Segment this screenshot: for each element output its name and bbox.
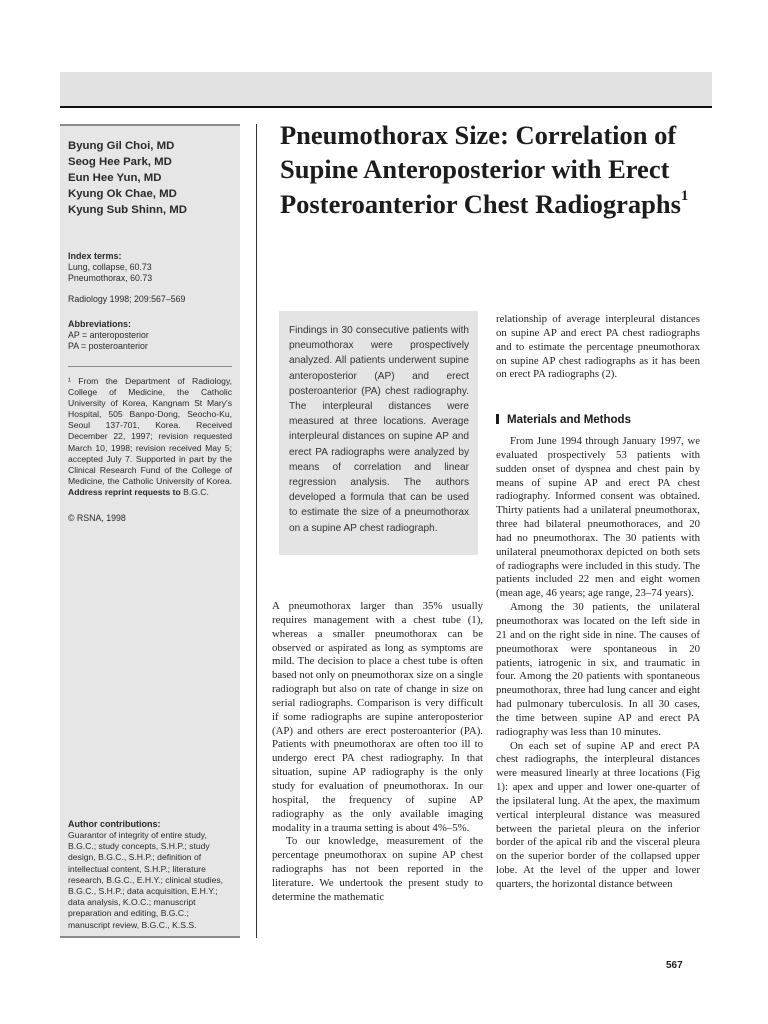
author-name: Eun Hee Yun, MD	[68, 172, 162, 184]
affiliation-footnote	[68, 376, 232, 498]
sidebar	[60, 124, 240, 938]
intro-continuation	[496, 313, 700, 382]
author-name: Kyung Ok Chae, MD	[68, 188, 177, 200]
section-marker-icon	[496, 414, 499, 424]
body-paragraph: From June 1994 through January 1997, we evaluated prospectively 53 patients with sudden onset of dyspnea and chest pain by means of supine AP and erect PA chest radiography. Informed consent was obtained. Thirty patients had a unilateral pneumothorax, three had bilateral pneumothoraces, and 20 had no pneumothorax. The 30 patients with unilateral pneumothorax depicted on both sets of radiographs were included in this study. The patients included 22 men and eight women (mean age, 46 years; age range, 23–74 years).	[496, 435, 700, 600]
abstract-text: Findings in 30 consecutive patients with pneumothorax were prospectively analyzed. All patients underwent supine anteroposterior (AP) and erect posteroanterior (PA) chest radiography. The interpleural distances were measured at three locations. Average interpleural distances on supine AP and erect PA radiographs were analyzed by means of correlation and linear regression analysis. The authors developed a formula that can be used to estimate the size of a pneumothorax on a supine AP chest radiograph.	[289, 325, 469, 534]
article-title-text: Pneumothorax Size: Correlation of Supine Anteroposterior with Erect Posteroanterior Chest Radiographs	[280, 120, 681, 219]
title-footnote-mark: 1	[680, 187, 689, 204]
header-band	[60, 72, 712, 106]
body-paragraph: To our knowledge, measurement of the percentage pneumothorax on supine AP chest radiographs has not been reported in the literature. We undertook the present study to determine the mathematic	[272, 835, 483, 903]
methods-column	[496, 435, 700, 892]
index-term: Pneumothorax, 60.73	[68, 273, 153, 284]
body-paragraph: A pneumothorax larger than 35% usually requires management with a chest tube (1), whereas a smaller pneumothorax can be observed or aspirated as long as symptoms are mild. The decision to place a chest tube is often based not only on pneumothorax size on a single radiograph but also on rate of change in size on serial radiographs. Comparison is very difficult if some radiographs are supine anteroposterior (AP) and others are erect posteroanterior (PA). Patients with pneumothorax are often too ill to undergo erect PA chest radiography. In that situation, supine AP radiography is the only study for evaluation of pneumothorax. In our hospital, the frequency of supine AP radiography as the only available imaging modality in a trauma setting is about 4%–5%.	[272, 600, 483, 834]
intro-column	[272, 600, 483, 905]
body-paragraph: Among the 30 patients, the unilateral pneumothorax was located on the left side in 21 and on the right side in nine. The causes of pneumothorax were spontaneous in 20 patients, iatrogenic in six, and traumatic in four. Among the 20 patients with spontaneous pneumothorax, three had lung cancer and eight had pulmonary tuberculosis. In all 30 cases, the time between supine AP and erect PA radiography was less than 10 minutes.	[496, 601, 700, 738]
page-number: 567	[666, 960, 683, 971]
abbreviation: PA = posteroanterior	[68, 341, 148, 352]
index-term: Lung, collapse, 60.73	[68, 262, 152, 272]
sidebar-divider	[68, 366, 232, 367]
body-paragraph: relationship of average interpleural distances on supine AP and erect PA chest radiographs and to estimate the percentage pneumothorax on supine AP chest radiographs as it has been on erect PA radiographs (2).	[496, 313, 700, 381]
abbreviations-heading: Abbreviations:	[68, 319, 132, 329]
author-name: Byung Gil Choi, MD	[68, 140, 175, 152]
reprint-label: Address reprint requests to	[68, 486, 181, 497]
author-name: Kyung Sub Shinn, MD	[68, 204, 187, 216]
author-contributions	[68, 819, 232, 931]
index-terms-heading: Index terms:	[68, 251, 122, 261]
body-paragraph: On each set of supine AP and erect PA chest radiographs, the interpleural distances were measured linearly at three locations (Fig 1): apex and upper and lower one-quarter of the ipsilateral lung. At the apex, the maximum vertical interpleural distance was measured between the parietal pleura on the inferior border of the apical rib and the visceral pleura on the superior border of the collapsed upper lobe. At the level of the upper and lower quarters, the horizontal distance between	[496, 739, 700, 890]
index-terms	[68, 251, 232, 285]
footnote-text: ¹ From the Department of Radiology, College of Medicine, the Catholic University of Korea, Kangnam St Mary's Hospital, 505 Banpo-Dong, Seocho-Ku, Seoul 137-701, Korea. Received December 22, 1997; revision requested March 10, 1998; revision received May 5; accepted July 7. Supported in part by the Clinical Research Fund of the College of Medicine, the Catholic University of Korea.	[68, 376, 232, 486]
column-rule	[256, 124, 257, 938]
journal-citation: Radiology 1998; 209:567–569	[68, 294, 186, 304]
reprint-contact: B.G.C.	[183, 486, 209, 497]
contributions-text: Guarantor of integrity of entire study, B.G.C.; study concepts, S.H.P.; study design, B.G.C., S.H.P.; definition of intellectual content, S.H.P.; literature research, B.G.C., E.H.Y.; clinical studies, B.G.C., S.H.P.; data acquisition, E.H.Y.; data analysis, K.O.C.; manuscript preparation and editing, B.G.C.; manuscript review, B.G.C., K.S.S.	[68, 830, 224, 930]
contributions-heading: Author contributions:	[68, 819, 161, 829]
section-heading-text: Materials and Methods	[507, 414, 631, 426]
author-name: Seog Hee Park, MD	[68, 156, 172, 168]
abbreviations	[68, 319, 232, 353]
section-heading	[496, 413, 700, 427]
author-list	[68, 138, 232, 218]
abstract-box	[279, 311, 478, 555]
article-title	[280, 118, 710, 221]
abbreviation: AP = anteroposterior	[68, 330, 149, 340]
header-rule	[60, 106, 712, 108]
copyright-notice: © RSNA, 1998	[68, 513, 126, 523]
